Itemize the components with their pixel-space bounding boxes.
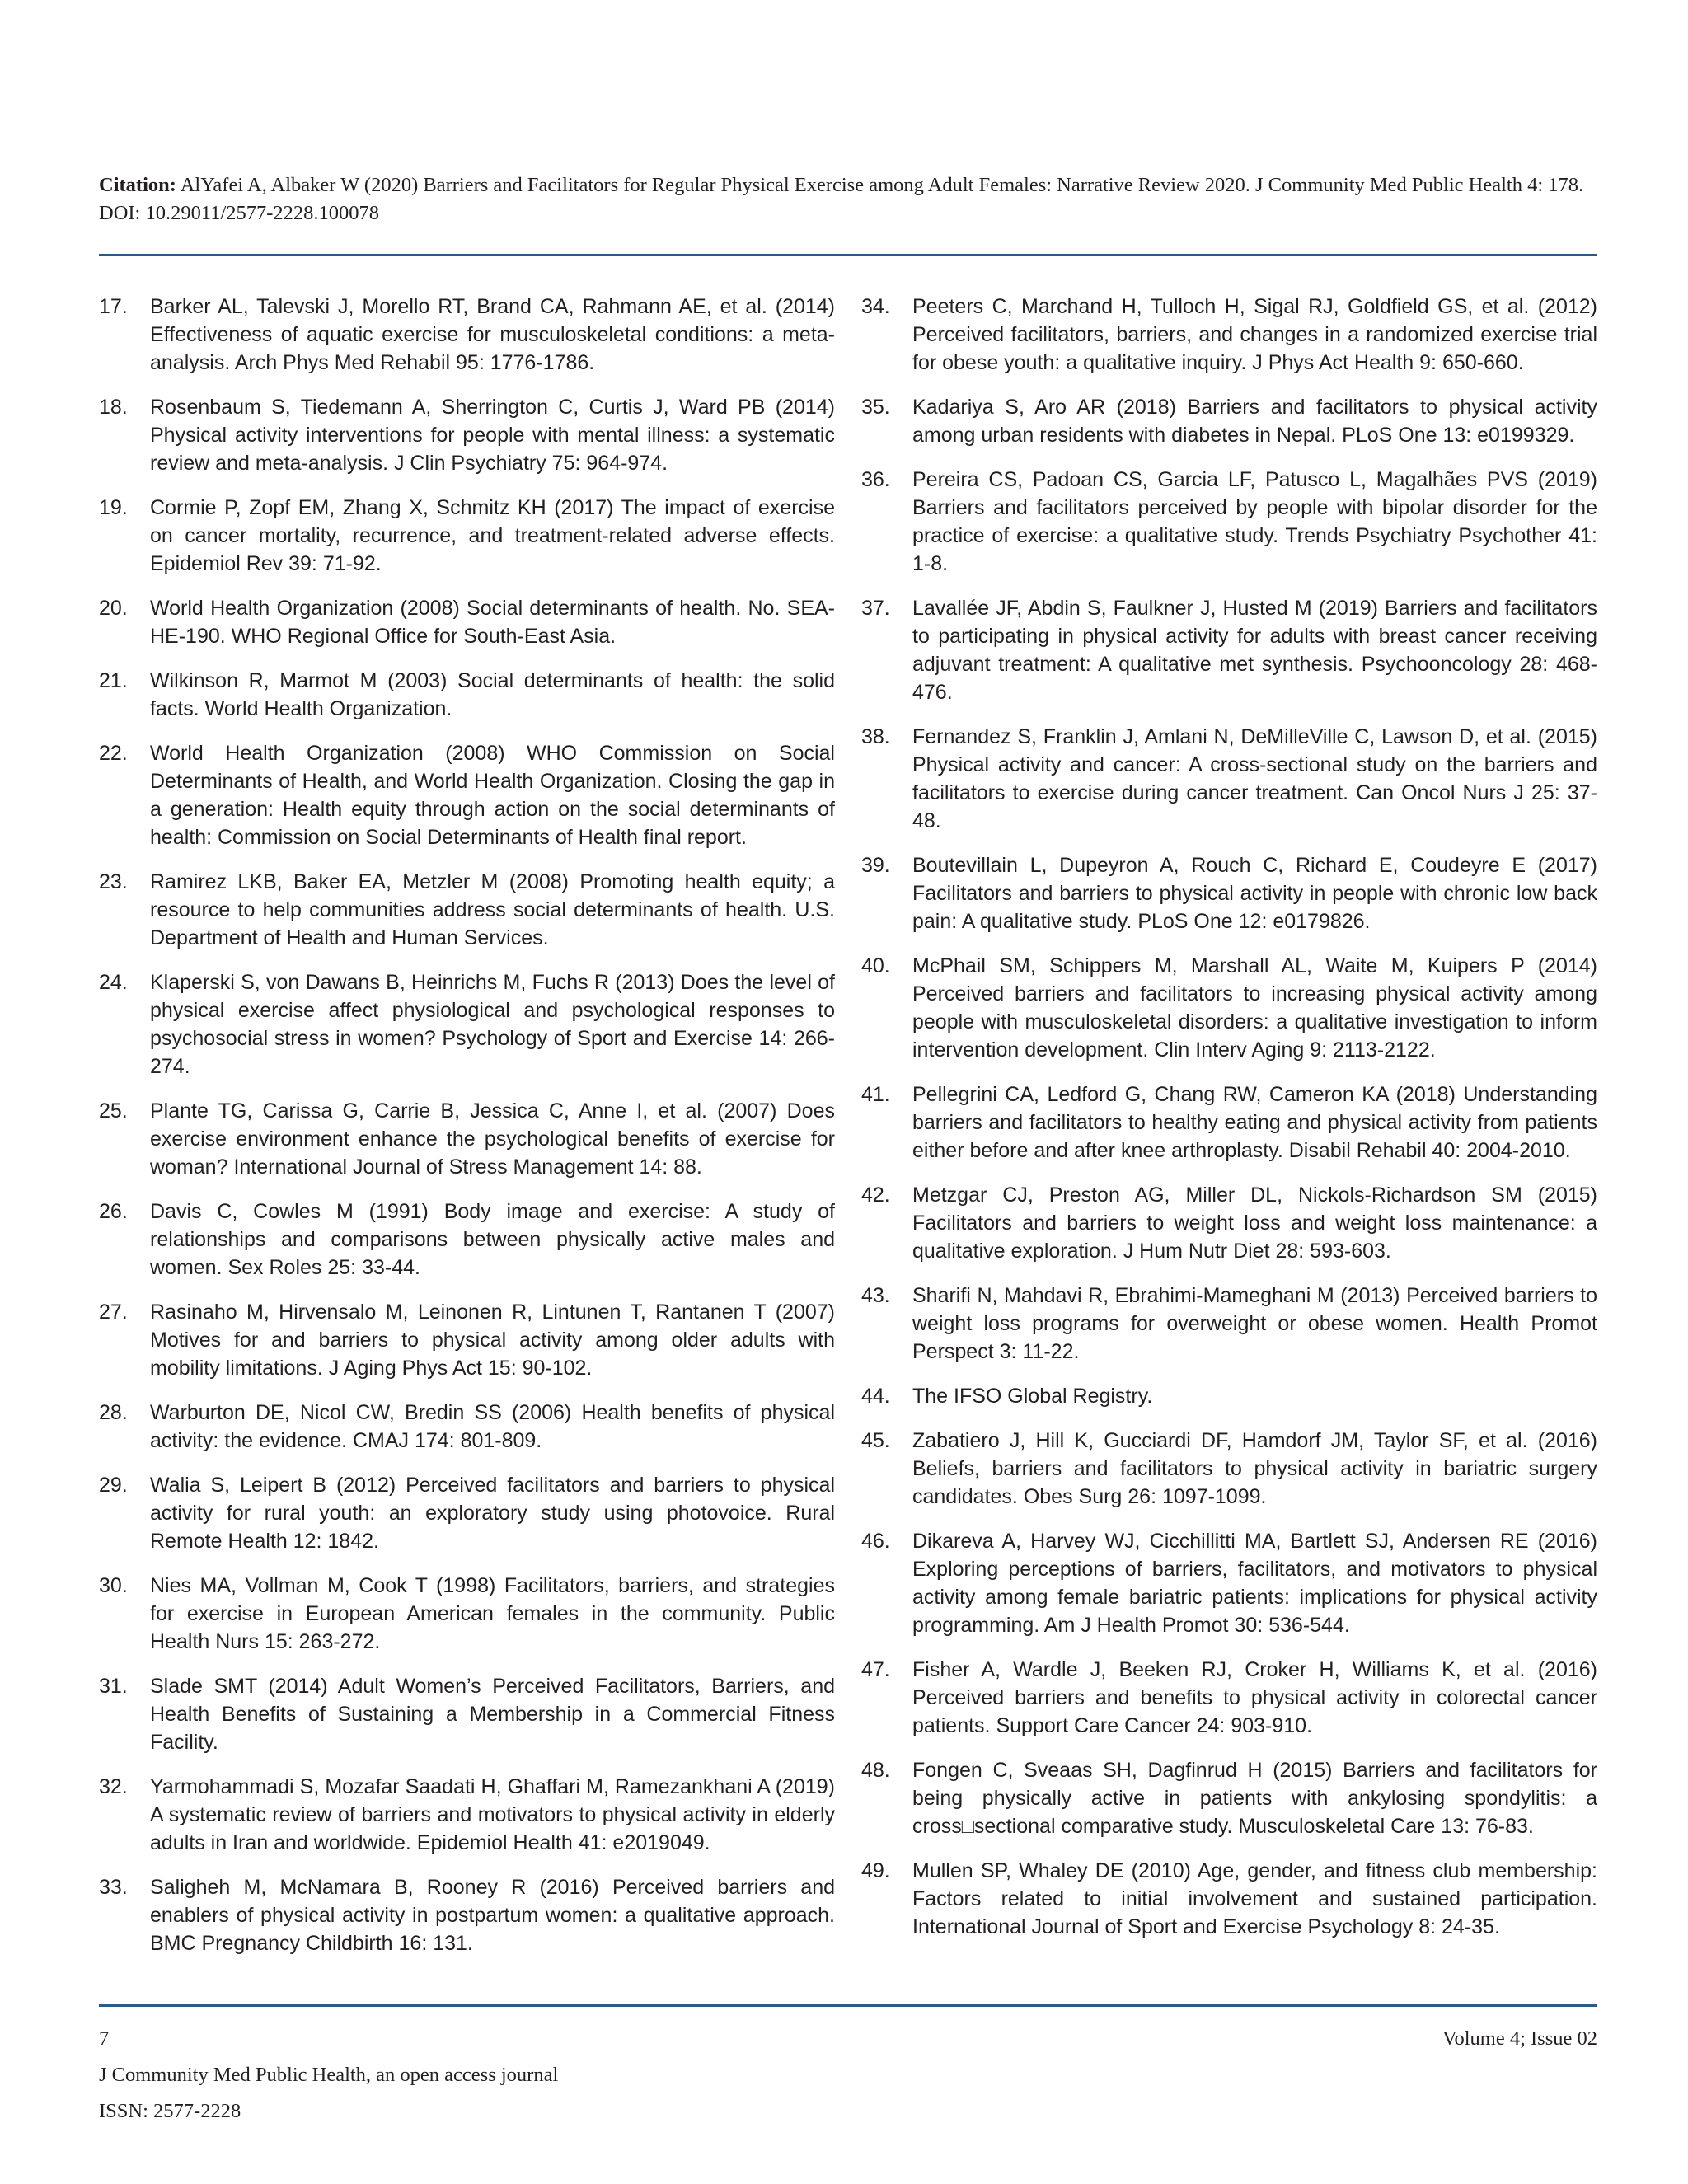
reference-text: Warburton DE, Nicol CW, Bredin SS (2006) Health benefits of physical activity: the evidence. CMAJ 174: 801-809. [150, 1401, 835, 1452]
reference-38 [861, 723, 1597, 835]
references-right-column [861, 293, 1597, 1941]
reference-number: 20. [99, 597, 128, 620]
reference-text: World Health Organization (2008) WHO Commission on Social Determinants of Health, and World Health Organization. Closing the gap in a generation: Health equity through action on the social determinants of health: Commission on Social Determinants of Health final report. [150, 742, 835, 849]
reference-21 [99, 667, 835, 723]
reference-text: The IFSO Global Registry. [912, 1385, 1153, 1408]
reference-24 [99, 968, 835, 1080]
reference-23 [99, 868, 835, 952]
journal-name: J Community Med Public Health, an open access journal [99, 2064, 559, 2086]
reference-number: 29. [99, 1474, 128, 1497]
reference-32 [99, 1773, 835, 1857]
header-divider [99, 254, 1597, 256]
reference-text: Fongen C, Sveaas SH, Dagfinrud H (2015) Barriers and facilitators for being physically active in patients with ankylosing spondylitis: a cross□sectional comparative study. Musculoskeletal Care 13: 76-83. [912, 1759, 1597, 1838]
reference-text: Boutevillain L, Dupeyron A, Rouch C, Richard E, Coudeyre E (2017) Facilitators and barriers to physical activity in people with chronic low back pain: A qualitative study. PLoS One 12: e0179826. [912, 854, 1597, 933]
references-left-column [99, 293, 835, 1957]
reference-number: 21. [99, 669, 128, 692]
reference-46 [861, 1527, 1597, 1639]
reference-number: 31. [99, 1675, 128, 1698]
reference-number: 40. [861, 954, 890, 977]
reference-text: Pellegrini CA, Ledford G, Chang RW, Cameron KA (2018) Understanding barriers and facilitators to healthy eating and physical activity from patients either before and after knee arthroplasty. Disabil Rehabil 40: 2004-2010. [912, 1083, 1597, 1162]
reference-text: Lavallée JF, Abdin S, Faulkner J, Husted M (2019) Barriers and facilitators to participating in physical activity for adults with breast cancer receiving adjuvant treatment: A qualitative met synthesis. Psychooncology 28: 468-476. [912, 597, 1597, 704]
reference-26 [99, 1197, 835, 1282]
reference-35 [861, 393, 1597, 449]
reference-text: Nies MA, Vollman M, Cook T (1998) Facilitators, barriers, and strategies for exercise in European American females in the community. Public Health Nurs 15: 263-272. [150, 1574, 835, 1653]
reference-text: Zabatiero J, Hill K, Gucciardi DF, Hamdorf JM, Taylor SF, et al. (2016) Beliefs, barriers and facilitators to physical activity in bariatric surgery candidates. Obes Surg 26: 1097-1099. [912, 1429, 1597, 1508]
reference-number: 25. [99, 1099, 128, 1122]
reference-36 [861, 466, 1597, 578]
reference-text: Slade SMT (2014) Adult Women’s Perceived Facilitators, Barriers, and Health Benefits of Sustaining a Membership in a Commercial Fitness Facility. [150, 1675, 835, 1754]
page-number: 7 [99, 2027, 110, 2050]
reference-text: Rasinaho M, Hirvensalo M, Leinonen R, Lintunen T, Rantanen T (2007) Motives for and barriers to physical activity among older adults with mobility limitations. J Aging Phys Act 15: 90-102. [150, 1301, 835, 1380]
reference-text: McPhail SM, Schippers M, Marshall AL, Waite M, Kuipers P (2014) Perceived barriers and facilitators to increasing physical activity among people with musculoskeletal disorders: a qualitative investigation to inform intervention development. Clin Interv Aging 9: 2113-2122. [912, 954, 1597, 1062]
reference-number: 26. [99, 1200, 128, 1223]
reference-39 [861, 851, 1597, 935]
reference-number: 42. [861, 1183, 890, 1207]
reference-number: 34. [861, 295, 890, 318]
reference-text: Wilkinson R, Marmot M (2003) Social determinants of health: the solid facts. World Health Organization. [150, 669, 835, 720]
reference-text: Ramirez LKB, Baker EA, Metzler M (2008) Promoting health equity; a resource to help communities address social determinants of health. U.S. Department of Health and Human Services. [150, 870, 835, 949]
reference-number: 47. [861, 1658, 890, 1681]
footer-divider [99, 2004, 1597, 2007]
reference-number: 32. [99, 1775, 128, 1798]
reference-27 [99, 1298, 835, 1382]
reference-30 [99, 1572, 835, 1656]
reference-number: 17. [99, 295, 128, 318]
reference-number: 37. [861, 597, 890, 620]
reference-40 [861, 952, 1597, 1064]
reference-number: 23. [99, 870, 128, 893]
reference-text: Klaperski S, von Dawans B, Heinrichs M, Fuchs R (2013) Does the level of physical exercise affect physiological and psychological responses to psychosocial stress in women? Psychology of Sport and Exercise 14: 266-274. [150, 971, 835, 1078]
reference-text: Plante TG, Carissa G, Carrie B, Jessica C, Anne I, et al. (2007) Does exercise environment enhance the psychological benefits of exercise for woman? International Journal of Stress Management 14: 88. [150, 1099, 835, 1179]
reference-number: 27. [99, 1301, 128, 1324]
reference-number: 19. [99, 496, 128, 519]
reference-number: 43. [861, 1284, 890, 1307]
reference-37 [861, 594, 1597, 706]
citation-header [99, 171, 1597, 227]
reference-number: 28. [99, 1401, 128, 1424]
reference-number: 39. [861, 854, 890, 877]
reference-41 [861, 1080, 1597, 1165]
reference-text: Mullen SP, Whaley DE (2010) Age, gender, and fitness club membership: Factors related to initial involvement and sustained participation. International Journal of Sport and Exercise Psychology 8: 24-35. [912, 1859, 1597, 1938]
reference-text: Peeters C, Marchand H, Tulloch H, Sigal RJ, Goldfield GS, et al. (2012) Perceived facilitators, barriers, and changes in a randomized exercise trial for obese youth: a qualitative inquiry. J Phys Act Health 9: 650-660. [912, 295, 1597, 374]
reference-17 [99, 293, 835, 377]
reference-number: 46. [861, 1530, 890, 1553]
reference-text: World Health Organization (2008) Social determinants of health. No. SEA-HE-190. WHO Regional Office for South-East Asia. [150, 597, 835, 648]
issn: ISSN: 2577-2228 [99, 2100, 241, 2122]
reference-number: 33. [99, 1876, 128, 1899]
reference-number: 22. [99, 742, 128, 765]
reference-31 [99, 1672, 835, 1756]
reference-text: Fisher A, Wardle J, Beeken RJ, Croker H, Williams K, et al. (2016) Perceived barriers and benefits to physical activity in colorectal cancer patients. Support Care Cancer 24: 903-910. [912, 1658, 1597, 1737]
reference-18 [99, 393, 835, 477]
volume-issue: Volume 4; Issue 02 [1442, 2027, 1597, 2050]
reference-number: 30. [99, 1574, 128, 1597]
reference-number: 24. [99, 971, 128, 994]
reference-text: Sharifi N, Mahdavi R, Ebrahimi-Mameghani M (2013) Perceived barriers to weight loss programs for overweight or obese women. Health Promot Perspect 3: 11-22. [912, 1284, 1597, 1363]
citation-text: AlYafei A, Albaker W (2020) Barriers and Facilitators for Regular Physical Exercise among Adult Females: Narrative Review 2020. J Community Med Public Health 4: 178. DOI: 10.29011/2577-2228.100078 [99, 174, 1584, 224]
reference-19 [99, 494, 835, 578]
reference-text: Cormie P, Zopf EM, Zhang X, Schmitz KH (2017) The impact of exercise on cancer mortality, recurrence, and treatment-related adverse effects. Epidemiol Rev 39: 71-92. [150, 496, 835, 575]
reference-29 [99, 1471, 835, 1555]
reference-47 [861, 1656, 1597, 1740]
reference-22 [99, 739, 835, 851]
reference-28 [99, 1399, 835, 1455]
reference-34 [861, 293, 1597, 377]
reference-number: 36. [861, 468, 890, 491]
reference-number: 49. [861, 1859, 890, 1882]
citation-label: Citation: [99, 174, 176, 196]
reference-text: Yarmohammadi S, Mozafar Saadati H, Ghaffari M, Ramezankhani A (2019) A systematic review of barriers and motivators to physical activity in elderly adults in Iran and worldwide. Epidemiol Health 41: e2019049. [150, 1775, 835, 1854]
reference-text: Barker AL, Talevski J, Morello RT, Brand CA, Rahmann AE, et al. (2014) Effectiveness of aquatic exercise for musculoskeletal conditions: a meta-analysis. Arch Phys Med Rehabil 95: 1776-1786. [150, 295, 835, 374]
reference-text: Dikareva A, Harvey WJ, Cicchillitti MA, Bartlett SJ, Andersen RE (2016) Exploring perceptions of barriers, facilitators, and motivators to physical activity among female bariatric patients: implications for physical activity programming. Am J Health Promot 30: 536-544. [912, 1530, 1597, 1637]
reference-number: 45. [861, 1429, 890, 1452]
reference-44 [861, 1382, 1597, 1410]
reference-text: Kadariya S, Aro AR (2018) Barriers and facilitators to physical activity among urban residents with diabetes in Nepal. PLoS One 13: e0199329. [912, 396, 1597, 447]
reference-33 [99, 1873, 835, 1957]
reference-text: Walia S, Leipert B (2012) Perceived facilitators and barriers to physical activity for rural youth: an exploratory study using photovoice. Rural Remote Health 12: 1842. [150, 1474, 835, 1553]
reference-number: 41. [861, 1083, 890, 1106]
reference-number: 44. [861, 1385, 890, 1408]
reference-text: Davis C, Cowles M (1991) Body image and exercise: A study of relationships and comparisons between physically active males and women. Sex Roles 25: 33-44. [150, 1200, 835, 1279]
reference-number: 35. [861, 396, 890, 419]
reference-48 [861, 1756, 1597, 1840]
reference-text: Saligheh M, McNamara B, Rooney R (2016) Perceived barriers and enablers of physical activity in postpartum women: a qualitative approach. BMC Pregnancy Childbirth 16: 131. [150, 1876, 835, 1955]
footer-row-page [99, 2026, 1597, 2052]
reference-45 [861, 1427, 1597, 1511]
reference-number: 18. [99, 396, 128, 419]
reference-text: Pereira CS, Padoan CS, Garcia LF, Patusco L, Magalhães PVS (2019) Barriers and facilitators perceived by people with bipolar disorder for the practice of exercise: a qualitative study. Trends Psychiatry Psychother 41: 1-8. [912, 468, 1597, 575]
reference-43 [861, 1282, 1597, 1366]
reference-text: Metzgar CJ, Preston AG, Miller DL, Nickols-Richardson SM (2015) Facilitators and barriers to weight loss and weight loss maintenance: a qualitative exploration. J Hum Nutr Diet 28: 593-603. [912, 1183, 1597, 1263]
reference-number: 38. [861, 725, 890, 748]
reference-20 [99, 594, 835, 650]
reference-25 [99, 1097, 835, 1181]
reference-49 [861, 1857, 1597, 1941]
reference-text: Rosenbaum S, Tiedemann A, Sherrington C, Curtis J, Ward PB (2014) Physical activity interventions for people with mental illness: a systematic review and meta-analysis. J Clin Psychiatry 75: 964-974. [150, 396, 835, 475]
reference-number: 48. [861, 1759, 890, 1782]
reference-text: Fernandez S, Franklin J, Amlani N, DeMilleVille C, Lawson D, et al. (2015) Physical activity and cancer: A cross-sectional study on the barriers and facilitators to exercise during cancer treatment. Can Oncol Nurs J 25: 37-48. [912, 725, 1597, 832]
reference-42 [861, 1181, 1597, 1265]
